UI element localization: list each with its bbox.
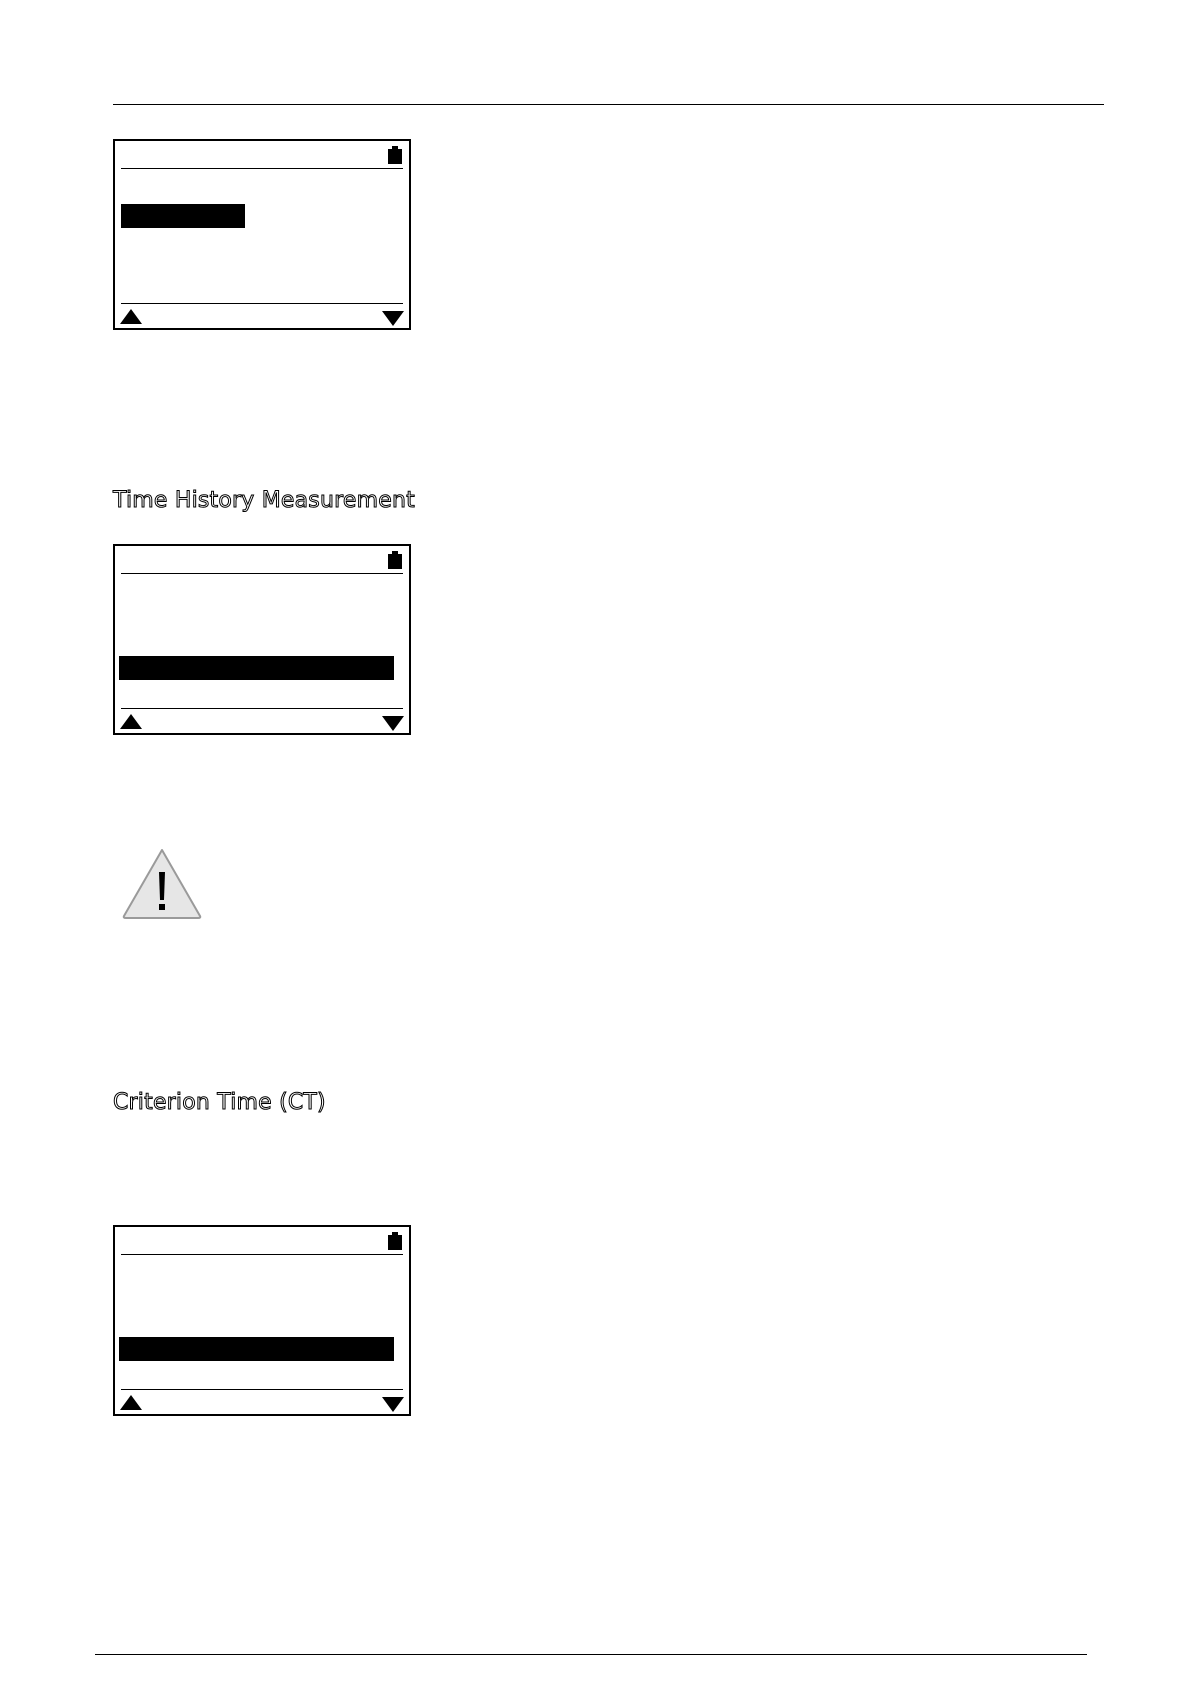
triangle-up-icon[interactable] xyxy=(120,309,142,324)
triangle-up-icon[interactable] xyxy=(120,714,142,729)
triangle-down-icon[interactable] xyxy=(382,1397,404,1412)
battery-icon xyxy=(388,551,402,569)
section-heading-criterion-time: Criterion Time (CT) xyxy=(113,1090,326,1115)
screen-title-divider xyxy=(121,168,403,169)
screen-footer-divider xyxy=(121,1389,403,1390)
device-screen-1 xyxy=(113,139,411,330)
footer-rule xyxy=(95,1654,1087,1655)
section-heading-time-history: Time History Measurement xyxy=(113,488,415,513)
selected-menu-item[interactable] xyxy=(121,204,245,228)
screen-title-divider xyxy=(121,573,403,574)
triangle-down-icon[interactable] xyxy=(382,311,404,326)
battery-icon xyxy=(388,1232,402,1250)
triangle-up-icon[interactable] xyxy=(120,1395,142,1410)
triangle-down-icon[interactable] xyxy=(382,716,404,731)
device-screen-2 xyxy=(113,544,411,735)
device-screen-3 xyxy=(113,1225,411,1416)
header-rule xyxy=(113,104,1104,105)
screen-title-divider xyxy=(121,1254,403,1255)
selected-menu-item[interactable] xyxy=(119,656,394,680)
battery-icon xyxy=(388,146,402,164)
screen-footer-divider xyxy=(121,708,403,709)
screen-footer-divider xyxy=(121,303,403,304)
warning-triangle-icon xyxy=(120,846,204,922)
selected-menu-item[interactable] xyxy=(119,1337,394,1361)
